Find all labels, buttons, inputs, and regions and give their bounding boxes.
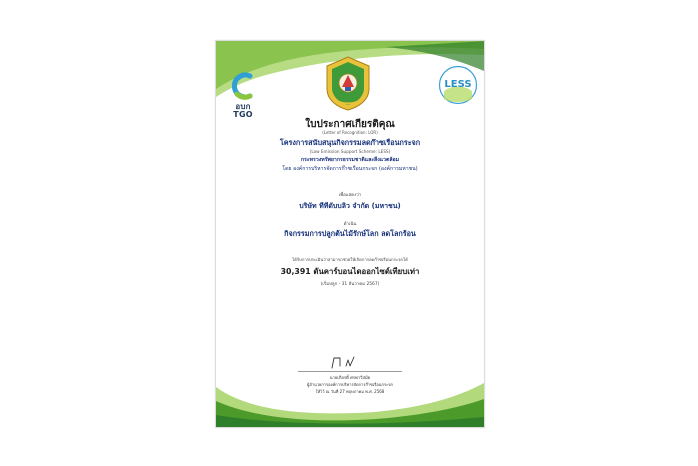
tgo-emblem-icon <box>322 55 374 111</box>
certificate-card <box>215 40 485 428</box>
reduction-period: (เริ่มปลูก - 31 ธันวาคม 2567) <box>320 282 380 287</box>
project-name: โครงการสนับสนุนกิจกรรมลดก๊าซเรือนกระจก <box>279 138 421 147</box>
assessment-note: ได้รับการประเมินว่าสามารถช่วยให้เกิดการลดก๊าซเรือนกระจกได้ <box>292 257 408 262</box>
organization-name: โดย องค์การบริหารจัดการก๊าซเรือนกระจก (องค์การมหาชน) <box>282 166 418 172</box>
signer-position: ผู้อำนวยการองค์การบริหารจัดการก๊าซเรือนกระจก <box>307 382 393 387</box>
tgo-logo-text: อบก TGO <box>233 102 253 119</box>
given-to-label: เพื่อแสดงว่า <box>338 193 362 198</box>
less-logo-text: LESS <box>444 79 472 90</box>
certificate-subtitle: (Letter of Recognition: LOR) <box>322 130 378 135</box>
scheme-name: (Low Emission Support Scheme: LESS) <box>309 149 391 154</box>
for-label: ดำเนิน <box>343 222 357 227</box>
ministry-name: กระทรวงทรัพยากรธรรมชาติและสิ่งแวดล้อม <box>300 157 400 163</box>
signer-name: นายเกียรติ์ ศรพาวีสมัย <box>329 375 371 380</box>
less-logo <box>438 65 478 105</box>
recipient-company: บริษัท ทีทีดับบลิว จำกัด (มหาชน) <box>299 202 401 210</box>
issue-date: ให้ไว้ ณ วันที่ 27 พฤษภาคม พ.ศ. 2568 <box>315 389 385 394</box>
bottom-green-swoosh <box>216 357 484 427</box>
tgo-logo <box>228 69 258 123</box>
certificate-title: ใบประกาศเกียรติคุณ <box>305 119 395 130</box>
reduction-amount: 30,391 ตันคาร์บอนไดออกไซด์เทียบเท่า <box>280 267 420 276</box>
activity-name: กิจกรรมการปลูกต้นไม้รักษ์โลก ลดโลกร้อน <box>284 229 416 238</box>
tgo-c-mark-icon <box>228 69 258 103</box>
